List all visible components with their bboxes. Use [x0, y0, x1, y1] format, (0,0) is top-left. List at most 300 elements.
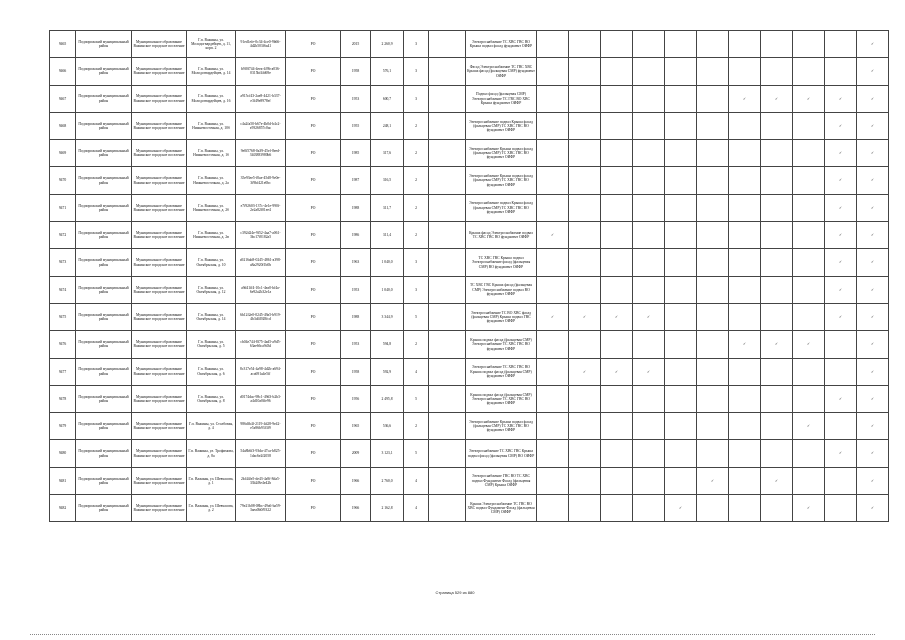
- table-row: [50, 222, 889, 249]
- guid-cell: c4a2fa50-b67e-4b0d-b4c2-e5926857c0ac: [236, 112, 286, 139]
- empty-cell: [429, 31, 466, 58]
- check-cell: [569, 331, 601, 358]
- check-cell: [633, 385, 665, 412]
- checkmark-icon: ✓: [838, 123, 843, 128]
- empty-cell: [429, 112, 466, 139]
- settlement-cell: Муниципальное образование Важинское городское поселение: [132, 495, 187, 522]
- check-cell: [793, 413, 825, 440]
- empty-cell: [429, 249, 466, 276]
- check-cell: [601, 58, 633, 85]
- check-cell: [537, 358, 569, 385]
- check-cell: [825, 385, 857, 412]
- floors-cell: 3: [404, 276, 429, 303]
- check-cell: [793, 140, 825, 167]
- year-cell: 1985: [341, 140, 371, 167]
- check-cell: [793, 331, 825, 358]
- type-cell: РО: [286, 303, 341, 330]
- check-cell: [601, 467, 633, 494]
- area-cell: 311,4: [371, 222, 404, 249]
- guid-cell: a9216ab8-0245-4861-a398-a8a2920f1b0b: [236, 249, 286, 276]
- area-cell: 2 162,8: [371, 495, 404, 522]
- check-cell: [793, 303, 825, 330]
- table-row: [50, 140, 889, 167]
- works-cell: Крыша Электроснабжение ТС ГВС ВО ХВС подвал Фундамент Фасад (фальцевая СМР) ОИФР: [466, 495, 537, 522]
- table-row: [50, 385, 889, 412]
- guid-cell: 9e0f5768-0a39-45ef-8eed-3f43883980b6: [236, 140, 286, 167]
- works-cell: Крыша подвал фасад (фальцевая СМР) Электроснабжение ТС ХВС ГВС ВО фундамент ОИФР: [466, 331, 537, 358]
- settlement-cell: Муниципальное образование Важинское городское поселение: [132, 385, 187, 412]
- check-cell: [569, 413, 601, 440]
- address-cell: Г.п. Важины, ул. Нижневосточная, д. 10б: [187, 112, 236, 139]
- checkmark-icon: ✓: [870, 233, 875, 238]
- check-cell: [633, 31, 665, 58]
- checkmark-icon: ✓: [838, 151, 843, 156]
- check-cell: [761, 385, 793, 412]
- guid-cell: 2bf44fe5-de43-4a9f-8da5-33b2f8e4e42b: [236, 467, 286, 494]
- address-cell: Г.п. Важины, ул. Молодогвардейцев, д. 14: [187, 58, 236, 85]
- table-row: [50, 167, 889, 194]
- area-cell: 592,9: [371, 358, 404, 385]
- check-cell: [697, 140, 729, 167]
- guid-cell: 6b12f2e0-0245-49a5-b919-4b3df4928fcd: [236, 303, 286, 330]
- check-cell: [729, 385, 761, 412]
- check-cell: [729, 358, 761, 385]
- check-cell: [601, 495, 633, 522]
- row-number-cell: 9481: [50, 467, 76, 494]
- works-cell: Электроснабжение Крыша подвал фасад (фальцевая СМР) ТС ХВС ГВС ВО фундамент ОИФР: [466, 167, 537, 194]
- table-row: [50, 467, 889, 494]
- check-cell: [601, 140, 633, 167]
- check-cell: [825, 31, 857, 58]
- check-cell: [857, 31, 889, 58]
- check-cell: [665, 194, 697, 221]
- checkmark-icon: ✓: [838, 287, 843, 292]
- check-cell: [537, 467, 569, 494]
- check-cell: [729, 276, 761, 303]
- check-cell: [793, 385, 825, 412]
- check-cell: [697, 167, 729, 194]
- works-cell: Фасад Электроснабжение ТС ГВС ХВС Крыша фасад (фальцевая СМР) фундамент ОИФР: [466, 58, 537, 85]
- check-cell: [537, 331, 569, 358]
- address-cell: Г.п. Важины, ул. Октябрьская, д. 14: [187, 303, 236, 330]
- check-cell: [729, 112, 761, 139]
- works-cell: Электроснабжение подвал Крыша фасад (фальцевая СМР) ТС ХВС ГВС ВО фундамент ОИФР: [466, 112, 537, 139]
- checkmark-icon: ✓: [806, 424, 811, 429]
- check-cell: [633, 167, 665, 194]
- check-cell: [569, 440, 601, 467]
- check-cell: [601, 112, 633, 139]
- checkmark-icon: ✓: [838, 260, 843, 265]
- check-cell: [601, 194, 633, 221]
- address-cell: Г.п. Важины, ул. Столбовая, д. 4: [187, 413, 236, 440]
- row-number-cell: 9478: [50, 385, 76, 412]
- empty-cell: [429, 440, 466, 467]
- settlement-cell: Муниципальное образование Важинское городское поселение: [132, 112, 187, 139]
- settlement-cell: Муниципальное образование Важинское городское поселение: [132, 85, 187, 112]
- type-cell: РО: [286, 58, 341, 85]
- check-cell: [633, 58, 665, 85]
- checkmark-icon: ✓: [870, 451, 875, 456]
- check-cell: [537, 167, 569, 194]
- check-cell: [601, 358, 633, 385]
- checkmark-icon: ✓: [870, 69, 875, 74]
- area-cell: 3 123,1: [371, 440, 404, 467]
- type-cell: РО: [286, 222, 341, 249]
- settlement-cell: Муниципальное образование Важинское городское поселение: [132, 140, 187, 167]
- year-cell: 1988: [341, 194, 371, 221]
- check-cell: [569, 495, 601, 522]
- settlement-cell: Муниципальное образование Важинское городское поселение: [132, 167, 187, 194]
- check-cell: [729, 303, 761, 330]
- checkmark-icon: ✓: [870, 151, 875, 156]
- check-cell: [697, 31, 729, 58]
- check-cell: [761, 112, 793, 139]
- check-cell: [697, 331, 729, 358]
- address-cell: Г.п. Важины, ул. Октябрьская, д. 6: [187, 358, 236, 385]
- floors-cell: 3: [404, 249, 429, 276]
- check-cell: [601, 331, 633, 358]
- check-cell: [697, 495, 729, 522]
- check-cell: [857, 495, 889, 522]
- empty-cell: [429, 331, 466, 358]
- checkmark-icon: ✓: [582, 369, 587, 374]
- row-number-cell: 9466: [50, 58, 76, 85]
- works-cell: Подвал фасад (фальцевая СМР) Электроснабжение ТС ГВС ВО ХВС Крыша фундамент ОИФР: [466, 85, 537, 112]
- area-cell: 248,1: [371, 112, 404, 139]
- area-cell: 311,7: [371, 194, 404, 221]
- works-cell: Электроснабжение подвал Крыша фасад (фальцевая СМР) ТС ХВС ГВС ВО фундамент ОИФР: [466, 194, 537, 221]
- check-cell: [793, 440, 825, 467]
- type-cell: РО: [286, 167, 341, 194]
- works-cell: Крыша подвал фасад (фальцевая СМР) Электроснабжение ТС ХВС ГВС ВО фундамент ОИФР: [466, 385, 537, 412]
- check-cell: [697, 222, 729, 249]
- area-cell: 1 040,0: [371, 249, 404, 276]
- check-cell: [665, 385, 697, 412]
- check-cell: [729, 85, 761, 112]
- year-cell: 1953: [341, 85, 371, 112]
- check-cell: [825, 58, 857, 85]
- year-cell: 1986: [341, 222, 371, 249]
- type-cell: РО: [286, 194, 341, 221]
- check-cell: [825, 85, 857, 112]
- row-number-cell: 9477: [50, 358, 76, 385]
- year-cell: 1958: [341, 58, 371, 85]
- floors-cell: 4: [404, 495, 429, 522]
- table-row: [50, 495, 889, 522]
- check-cell: [569, 249, 601, 276]
- checkmark-icon: ✓: [550, 233, 555, 238]
- row-number-cell: 9469: [50, 140, 76, 167]
- check-cell: [729, 440, 761, 467]
- address-cell: Г.п. Важины, ул. Нижневосточная, д. 2б: [187, 194, 236, 221]
- address-cell: Г.п. Важины, ул. Молодогвардейцев, д. 11, корп. 2: [187, 31, 236, 58]
- check-cell: [601, 31, 633, 58]
- guid-cell: a915cf43-2ae8-4421-b337-e3f49e8978ef: [236, 85, 286, 112]
- area-cell: 2 760,0: [371, 467, 404, 494]
- settlement-cell: Муниципальное образование Важинское городское поселение: [132, 58, 187, 85]
- check-cell: [633, 358, 665, 385]
- checkmark-icon: ✓: [870, 314, 875, 319]
- check-cell: [633, 467, 665, 494]
- check-cell: [601, 385, 633, 412]
- check-cell: [761, 85, 793, 112]
- district-cell: Подпорожский муниципальный район: [76, 112, 132, 139]
- table-row: [50, 303, 889, 330]
- checkmark-icon: ✓: [870, 96, 875, 101]
- check-cell: [825, 413, 857, 440]
- floors-cell: 2: [404, 194, 429, 221]
- check-cell: [665, 303, 697, 330]
- check-cell: [537, 440, 569, 467]
- check-cell: [601, 440, 633, 467]
- check-cell: [537, 194, 569, 221]
- check-cell: [665, 85, 697, 112]
- row-number-cell: 9470: [50, 167, 76, 194]
- works-cell: ТС ХВС ГВС Крыша фасад (фальцевая СМР) Электроснабжение подвал ВО фундамент ОИФР: [466, 276, 537, 303]
- row-number-cell: 9472: [50, 222, 76, 249]
- works-cell: Электроснабжение ТС ХВС ГВС ВО Крыша подвал фасад фундамент ОИФР: [466, 31, 537, 58]
- district-cell: Подпорожский муниципальный район: [76, 249, 132, 276]
- checkmark-icon: ✓: [870, 369, 875, 374]
- check-cell: [857, 222, 889, 249]
- address-cell: Г.п. Важины, ул. Октябрьская, д. 8: [187, 385, 236, 412]
- type-cell: РО: [286, 495, 341, 522]
- check-cell: [825, 167, 857, 194]
- table-row: [50, 413, 889, 440]
- check-cell: [601, 249, 633, 276]
- checkmark-icon: ✓: [870, 506, 875, 511]
- checkmark-icon: ✓: [614, 369, 619, 374]
- guid-cell: d0174dac-98c1-49d3-b2b3-a4d10a0ffe96: [236, 385, 286, 412]
- checkmark-icon: ✓: [806, 506, 811, 511]
- check-cell: [569, 303, 601, 330]
- table-row: [50, 440, 889, 467]
- check-cell: [665, 331, 697, 358]
- table-row: [50, 58, 889, 85]
- check-cell: [825, 140, 857, 167]
- check-cell: [537, 112, 569, 139]
- check-cell: [761, 31, 793, 58]
- district-cell: Подпорожский муниципальный район: [76, 85, 132, 112]
- check-cell: [697, 249, 729, 276]
- check-cell: [665, 222, 697, 249]
- row-number-cell: 9468: [50, 112, 76, 139]
- settlement-cell: Муниципальное образование Важинское городское поселение: [132, 276, 187, 303]
- type-cell: РО: [286, 85, 341, 112]
- empty-cell: [429, 167, 466, 194]
- checkmark-icon: ✓: [678, 506, 683, 511]
- check-cell: [761, 358, 793, 385]
- district-cell: Подпорожский муниципальный район: [76, 440, 132, 467]
- checkmark-icon: ✓: [742, 96, 747, 101]
- check-cell: [825, 249, 857, 276]
- area-cell: 600,7: [371, 85, 404, 112]
- district-cell: Подпорожский муниципальный район: [76, 194, 132, 221]
- floors-cell: 3: [404, 31, 429, 58]
- district-cell: Подпорожский муниципальный район: [76, 303, 132, 330]
- settlement-cell: Муниципальное образование Важинское городское поселение: [132, 249, 187, 276]
- check-cell: [857, 358, 889, 385]
- type-cell: РО: [286, 31, 341, 58]
- check-cell: [825, 331, 857, 358]
- table-row: [50, 85, 889, 112]
- check-cell: [761, 58, 793, 85]
- address-cell: Г.п. Важины, ул. Нижневосточная, д. 1б: [187, 140, 236, 167]
- check-cell: [857, 85, 889, 112]
- settlement-cell: Муниципальное образование Важинское городское поселение: [132, 440, 187, 467]
- checkmark-icon: ✓: [870, 424, 875, 429]
- check-cell: [793, 85, 825, 112]
- district-cell: Подпорожский муниципальный район: [76, 413, 132, 440]
- check-cell: [569, 467, 601, 494]
- works-cell: Крыша фасад Электроснабжение подвал ТС ХВС ГВС ВО фундамент ОИФР: [466, 222, 537, 249]
- guid-cell: cb04e744-8f75-4ad5-a9d5-63ae66ca9d3d: [236, 331, 286, 358]
- check-cell: [729, 140, 761, 167]
- settlement-cell: Муниципальное образование Важинское городское поселение: [132, 303, 187, 330]
- check-cell: [857, 194, 889, 221]
- check-cell: [857, 413, 889, 440]
- area-cell: 536,6: [371, 413, 404, 440]
- check-cell: [761, 440, 793, 467]
- works-cell: ТС ХВС ГВС Крыша подвал Электроснабжение фасад (фальцевая СМР) ВО фундамент ОИФР: [466, 249, 537, 276]
- check-cell: [857, 276, 889, 303]
- type-cell: РО: [286, 385, 341, 412]
- check-cell: [825, 467, 857, 494]
- check-cell: [793, 112, 825, 139]
- settlement-cell: Муниципальное образование Важинское городское поселение: [132, 358, 187, 385]
- check-cell: [761, 467, 793, 494]
- check-cell: [537, 85, 569, 112]
- works-cell: Электроснабжение ТС ВО ХВС фасад (фальцевая СМР) Крыша подвал ГВС фундамент ОИФР: [466, 303, 537, 330]
- checkmark-icon: ✓: [646, 314, 651, 319]
- check-cell: [633, 413, 665, 440]
- type-cell: РО: [286, 249, 341, 276]
- check-cell: [793, 358, 825, 385]
- checkmark-icon: ✓: [710, 478, 715, 483]
- check-cell: [633, 303, 665, 330]
- check-cell: [537, 276, 569, 303]
- check-cell: [633, 249, 665, 276]
- check-cell: [793, 467, 825, 494]
- check-cell: [601, 167, 633, 194]
- check-cell: [601, 222, 633, 249]
- check-cell: [633, 85, 665, 112]
- table-row: [50, 194, 889, 221]
- checkmark-icon: ✓: [870, 260, 875, 265]
- address-cell: Г.п. Важины, ул. Нижневосточная, д. 2в: [187, 222, 236, 249]
- works-cell: Электроснабжение ТС ХВС ГВС Крыша подвал фасад (фальцевая СМР) ВО ОИФР: [466, 440, 537, 467]
- checkmark-icon: ✓: [838, 178, 843, 183]
- check-cell: [729, 194, 761, 221]
- check-cell: [569, 85, 601, 112]
- checkmark-icon: ✓: [774, 478, 779, 483]
- check-cell: [665, 249, 697, 276]
- empty-cell: [429, 58, 466, 85]
- row-number-cell: 9475: [50, 303, 76, 330]
- checkmark-icon: ✓: [742, 342, 747, 347]
- check-cell: [761, 495, 793, 522]
- check-cell: [537, 495, 569, 522]
- check-cell: [601, 276, 633, 303]
- empty-cell: [429, 194, 466, 221]
- check-cell: [793, 194, 825, 221]
- address-cell: Г.п. Важины, ул. Шевчасова, д. 1: [187, 467, 236, 494]
- check-cell: [857, 58, 889, 85]
- check-cell: [761, 413, 793, 440]
- type-cell: РО: [286, 140, 341, 167]
- type-cell: РО: [286, 358, 341, 385]
- type-cell: РО: [286, 112, 341, 139]
- checkmark-icon: ✓: [870, 178, 875, 183]
- checkmark-icon: ✓: [870, 478, 875, 483]
- guid-cell: 79e21b08-08bc-49a6-ba59-3aea0b0f9322: [236, 495, 286, 522]
- check-cell: [793, 495, 825, 522]
- year-cell: 1965: [341, 413, 371, 440]
- check-cell: [665, 276, 697, 303]
- area-cell: 316,5: [371, 167, 404, 194]
- works-cell: Электроснабжение ТС ХВС ГВС ВО Крыша подвал фасад (фальцевая СМР) фундамент ОИФР: [466, 358, 537, 385]
- checkmark-icon: ✓: [614, 314, 619, 319]
- checkmark-icon: ✓: [838, 96, 843, 101]
- check-cell: [697, 194, 729, 221]
- guid-cell: 91ed1efe-0c34-4ce0-9b66-4d2b503f6a41: [236, 31, 286, 58]
- row-number-cell: 9480: [50, 440, 76, 467]
- checkmark-icon: ✓: [774, 342, 779, 347]
- check-cell: [697, 385, 729, 412]
- check-cell: [665, 358, 697, 385]
- checkmark-icon: ✓: [870, 42, 875, 46]
- area-cell: 2 260,9: [371, 31, 404, 58]
- address-cell: Г.п. Важины, ул. Шевчасова, д. 2: [187, 495, 236, 522]
- guid-cell: 8c317e54-4a98-4d2b-a694-aca691a4e5ff: [236, 358, 286, 385]
- empty-cell: [429, 140, 466, 167]
- empty-cell: [429, 85, 466, 112]
- check-cell: [665, 112, 697, 139]
- check-cell: [825, 495, 857, 522]
- year-cell: 1953: [341, 276, 371, 303]
- checkmark-icon: ✓: [838, 396, 843, 401]
- address-cell: Г.п. Важины, ул. Нижневосточная, д. 2а: [187, 167, 236, 194]
- check-cell: [665, 140, 697, 167]
- year-cell: 1966: [341, 467, 371, 494]
- check-cell: [729, 58, 761, 85]
- row-number-cell: 9474: [50, 276, 76, 303]
- check-cell: [569, 167, 601, 194]
- floors-cell: 3: [404, 58, 429, 85]
- check-cell: [825, 440, 857, 467]
- check-cell: [857, 467, 889, 494]
- district-cell: Подпорожский муниципальный район: [76, 140, 132, 167]
- settlement-cell: Муниципальное образование Важинское городское поселение: [132, 31, 187, 58]
- check-cell: [633, 276, 665, 303]
- district-cell: Подпорожский муниципальный район: [76, 31, 132, 58]
- floors-cell: 2: [404, 112, 429, 139]
- check-cell: [761, 222, 793, 249]
- row-number-cell: 9479: [50, 413, 76, 440]
- floors-cell: 4: [404, 467, 429, 494]
- guid-cell: 986dfb4f-2119-4d28-9e42-e5a96b93f3f9: [236, 413, 286, 440]
- district-cell: Подпорожский муниципальный район: [76, 467, 132, 494]
- row-number-cell: 9465: [50, 31, 76, 58]
- guid-cell: a9d41ff4-10c1-4ea0-bf4a-6e92a2b32e1a: [236, 276, 286, 303]
- check-cell: [857, 385, 889, 412]
- district-cell: Подпорожский муниципальный район: [76, 331, 132, 358]
- settlement-cell: Муниципальное образование Важинское городское поселение: [132, 467, 187, 494]
- floors-cell: 2: [404, 413, 429, 440]
- checkmark-icon: ✓: [774, 96, 779, 101]
- checkmark-icon: ✓: [646, 369, 651, 374]
- check-cell: [697, 58, 729, 85]
